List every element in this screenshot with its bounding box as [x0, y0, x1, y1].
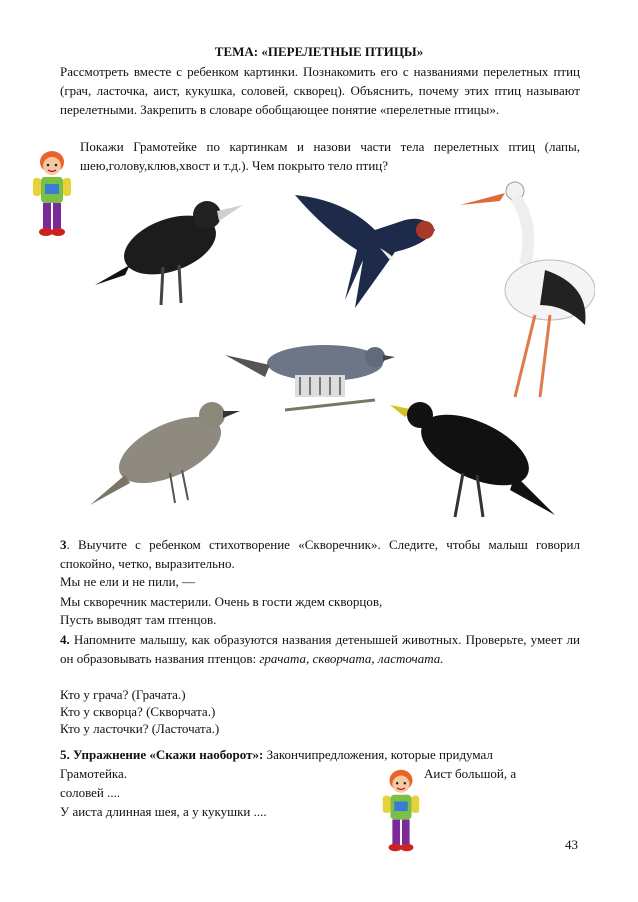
poem-line-1: Мы не ели и не пили, —: [60, 574, 196, 589]
qa-line-2: Кто у скворца? (Скворчата.): [60, 704, 216, 719]
starling-illustration: [385, 395, 555, 525]
page-title: ТЕМА: «ПЕРЕЛЕТНЫЕ ПТИЦЫ»: [214, 44, 424, 59]
task5-label: 5. Упражнение «Скажи наоборот»:: [60, 747, 264, 762]
task5-text: Закончипредложения, которые придумал: [263, 747, 493, 762]
task5-line-2a: Грамотейка.: [60, 766, 128, 781]
rook-illustration: [95, 185, 245, 315]
task4-paragraph: [60, 630, 580, 668]
task4-number: 4.: [60, 632, 70, 647]
qa-line-3: Кто у ласточки? (Ласточата.): [60, 721, 220, 736]
qa-line-1: Кто у грача? (Грачата.): [60, 687, 186, 702]
task5-line-2b: Аист большой, а: [424, 766, 517, 781]
nightingale-illustration: [90, 395, 250, 510]
poem-line-2: Мы скворечник мастерили. Очень в гости ждем скворцов,: [60, 594, 383, 609]
task5-line-1: [60, 746, 493, 764]
task3-text: . Выучите с ребенком стихотворение «Скворечник». Следите, чтобы малыш говорил спокойно, четко, выразительно.: [60, 537, 580, 571]
task4-text: Напомните малышу, как образуются названия детенышей животных. Проверьте, умеет ли он образовывать названия птенцов:: [60, 632, 580, 666]
swallow-illustration: [285, 190, 455, 310]
boy-character-illustration-bottom: [378, 765, 424, 857]
intro-paragraph: Рассмотреть вместе с ребенком картинки. Познакомить его с названиями перелетных птиц (грач, ласточка, аист, кукушка, соловей, скворец). Объяснить, почему этих птиц называют перелетными. Закрепить в словаре обобщающее понятие «перелетные птицы».: [60, 64, 580, 117]
boy-character-illustration: [28, 148, 76, 240]
stork-illustration: [455, 175, 595, 405]
task3-paragraph: [60, 535, 580, 573]
task4-italic-examples: грачата, скворчата, ласточата.: [259, 651, 444, 666]
task5-line-4: У аиста длинная шея, а у кукушки ....: [60, 804, 267, 819]
task3-number: 3: [60, 537, 67, 552]
task5-line-3: соловей ....: [60, 785, 121, 800]
poem-line-3: Пусть выводят там птенцов.: [60, 612, 217, 627]
cuckoo-illustration: [225, 335, 395, 420]
page-number: 43: [565, 837, 578, 852]
task2-paragraph: Покажи Грамотейке по картинкам и назови части тела перелетных птиц (лапы, шею,голову,клюв,хвост и т.д.). Чем покрыто тело птиц?: [80, 139, 580, 173]
